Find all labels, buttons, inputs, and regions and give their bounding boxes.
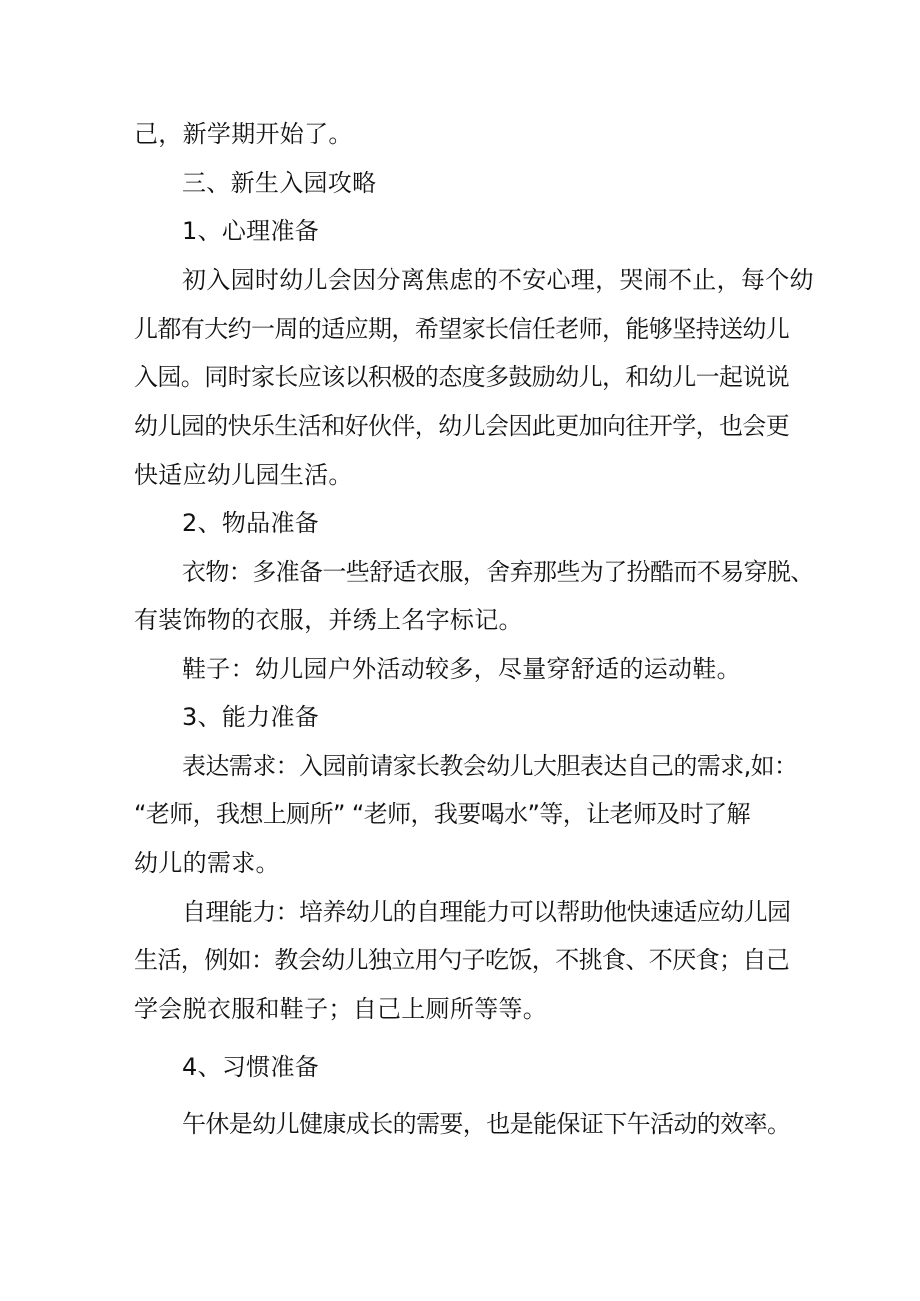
text-line: 有装饰物的衣服，并绣上名字标记。 (134, 606, 523, 634)
subsection-heading: 2、物品准备 (182, 509, 320, 537)
text-line: 衣物：多准备一些舒适衣服，舍弃那些为了扮酷而不易穿脱、 (182, 558, 814, 586)
text-line: 幼儿的需求。 (134, 849, 280, 877)
text-line: 鞋子：幼儿园户外活动较多，尽量穿舒适的运动鞋。 (182, 655, 741, 683)
text-line: 自理能力：培养幼儿的自理能力可以帮助他快速适应幼儿园 (182, 898, 791, 926)
text-line: 生活，例如：教会幼儿独立用勺子吃饭，不挑食、不厌食；自己 (134, 946, 790, 974)
text-line: 入园。同时家长应该以积极的态度多鼓励幼儿，和幼儿一起说说 (134, 363, 790, 391)
text-line: 幼儿园的快乐生活和好伙伴，幼儿会因此更加向往开学，也会更 (134, 412, 790, 440)
text-line: 初入园时幼儿会因分离焦虑的不安心理，哭闹不止，每个幼 (182, 266, 814, 294)
subsection-heading: 4、习惯准备 (182, 1053, 320, 1081)
section-heading: 三、新生入园攻略 (182, 169, 377, 197)
subsection-heading: 1、心理准备 (182, 217, 320, 245)
text-line: 表达需求：入园前请家长教会幼儿大胆表达自己的需求,如： (182, 752, 798, 780)
text-line: 学会脱衣服和鞋子；自己上厕所等等。 (134, 995, 548, 1023)
text-line: 儿都有大约一周的适应期，希望家长信任老师，能够坚持送幼儿 (134, 315, 790, 343)
text-line: 快适应幼儿园生活。 (134, 461, 353, 489)
subsection-heading: 3、能力准备 (182, 703, 320, 731)
text-line: “老师，我想上厕所” “老师，我要喝水”等，让老师及时了解 (134, 800, 750, 828)
text-line: 己，新学期开始了。 (134, 120, 353, 148)
text-line: 午休是幼儿健康成长的需要，也是能保证下午活动的效率。 (182, 1110, 791, 1138)
